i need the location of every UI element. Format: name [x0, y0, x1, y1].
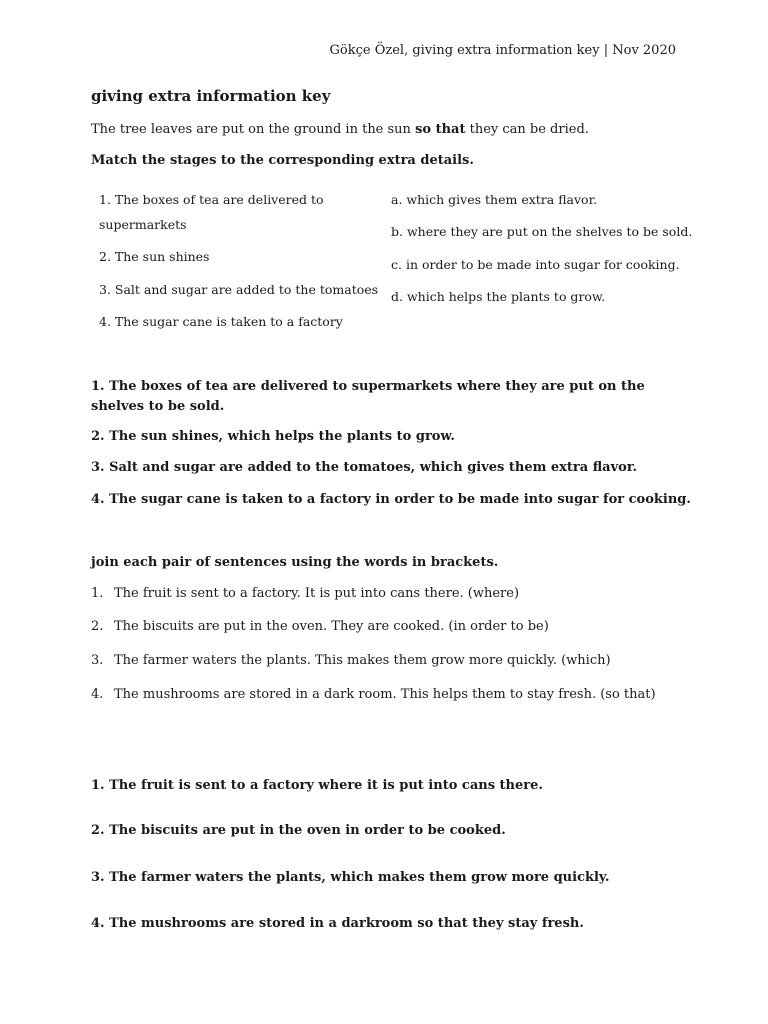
page-header: Gökçe Özel, giving extra information key | Nov 2020 [329, 43, 676, 58]
join-item-number: 3. [91, 653, 104, 668]
match-answer: 1. The boxes of tea are delivered to supermarkets where they are put on the shelves to be sold. [91, 379, 645, 414]
example-sentence [91, 122, 589, 137]
join-item-text: The biscuits are put in the oven. They are cooked. (in order to be) [114, 619, 549, 634]
join-answer: 1. The fruit is sent to a factory where it is put into cans there. [91, 778, 543, 793]
join-item [91, 653, 611, 668]
detail-item: b. where they are put on the shelves to be sold. [391, 224, 693, 239]
join-item-number: 4. [91, 687, 104, 702]
join-item [91, 619, 549, 634]
join-item [91, 687, 656, 702]
join-item-text: The farmer waters the plants. This makes them grow more quickly. (which) [114, 653, 611, 668]
detail-item: c. in order to be made into sugar for cooking. [391, 257, 680, 272]
stage-item: 2. The sun shines [99, 249, 210, 264]
detail-item: a. which gives them extra flavor. [391, 192, 598, 207]
join-item-number: 1. [91, 586, 104, 601]
join-answer: 2. The biscuits are put in the oven in order to be cooked. [91, 823, 506, 838]
join-item-text: The mushrooms are stored in a dark room. This helps them to stay fresh. (so that) [114, 687, 656, 702]
example-after: they can be dried. [465, 122, 589, 137]
example-before: The tree leaves are put on the ground in the sun [91, 122, 416, 137]
stage-item: 3. Salt and sugar are added to the tomatoes [99, 282, 379, 297]
join-answer: 3. The farmer waters the plants, which makes them grow more quickly. [91, 870, 610, 885]
join-instruction: join each pair of sentences using the words in brackets. [91, 555, 499, 570]
match-answer: 2. The sun shines, which helps the plants to grow. [91, 429, 455, 444]
join-item-text: The fruit is sent to a factory. It is put into cans there. (where) [114, 586, 520, 601]
example-bold: so that [415, 122, 466, 137]
match-instruction: Match the stages to the corresponding extra details. [91, 153, 474, 168]
match-answer: 3. Salt and sugar are added to the tomatoes, which gives them extra flavor. [91, 460, 637, 475]
stage-item: 4. The sugar cane is taken to a factory [99, 314, 343, 329]
stage-item-continued: supermarkets [99, 217, 187, 232]
match-answer: 4. The sugar cane is taken to a factory in order to be made into sugar for cooking. [91, 492, 691, 507]
join-item-number: 2. [91, 619, 104, 634]
join-answer: 4. The mushrooms are stored in a darkroom so that they stay fresh. [91, 916, 584, 931]
document-title: giving extra information key [91, 87, 331, 105]
detail-item: d. which helps the plants to grow. [391, 289, 606, 304]
join-item [91, 586, 519, 601]
stage-item: 1. The boxes of tea are delivered to [99, 192, 324, 207]
